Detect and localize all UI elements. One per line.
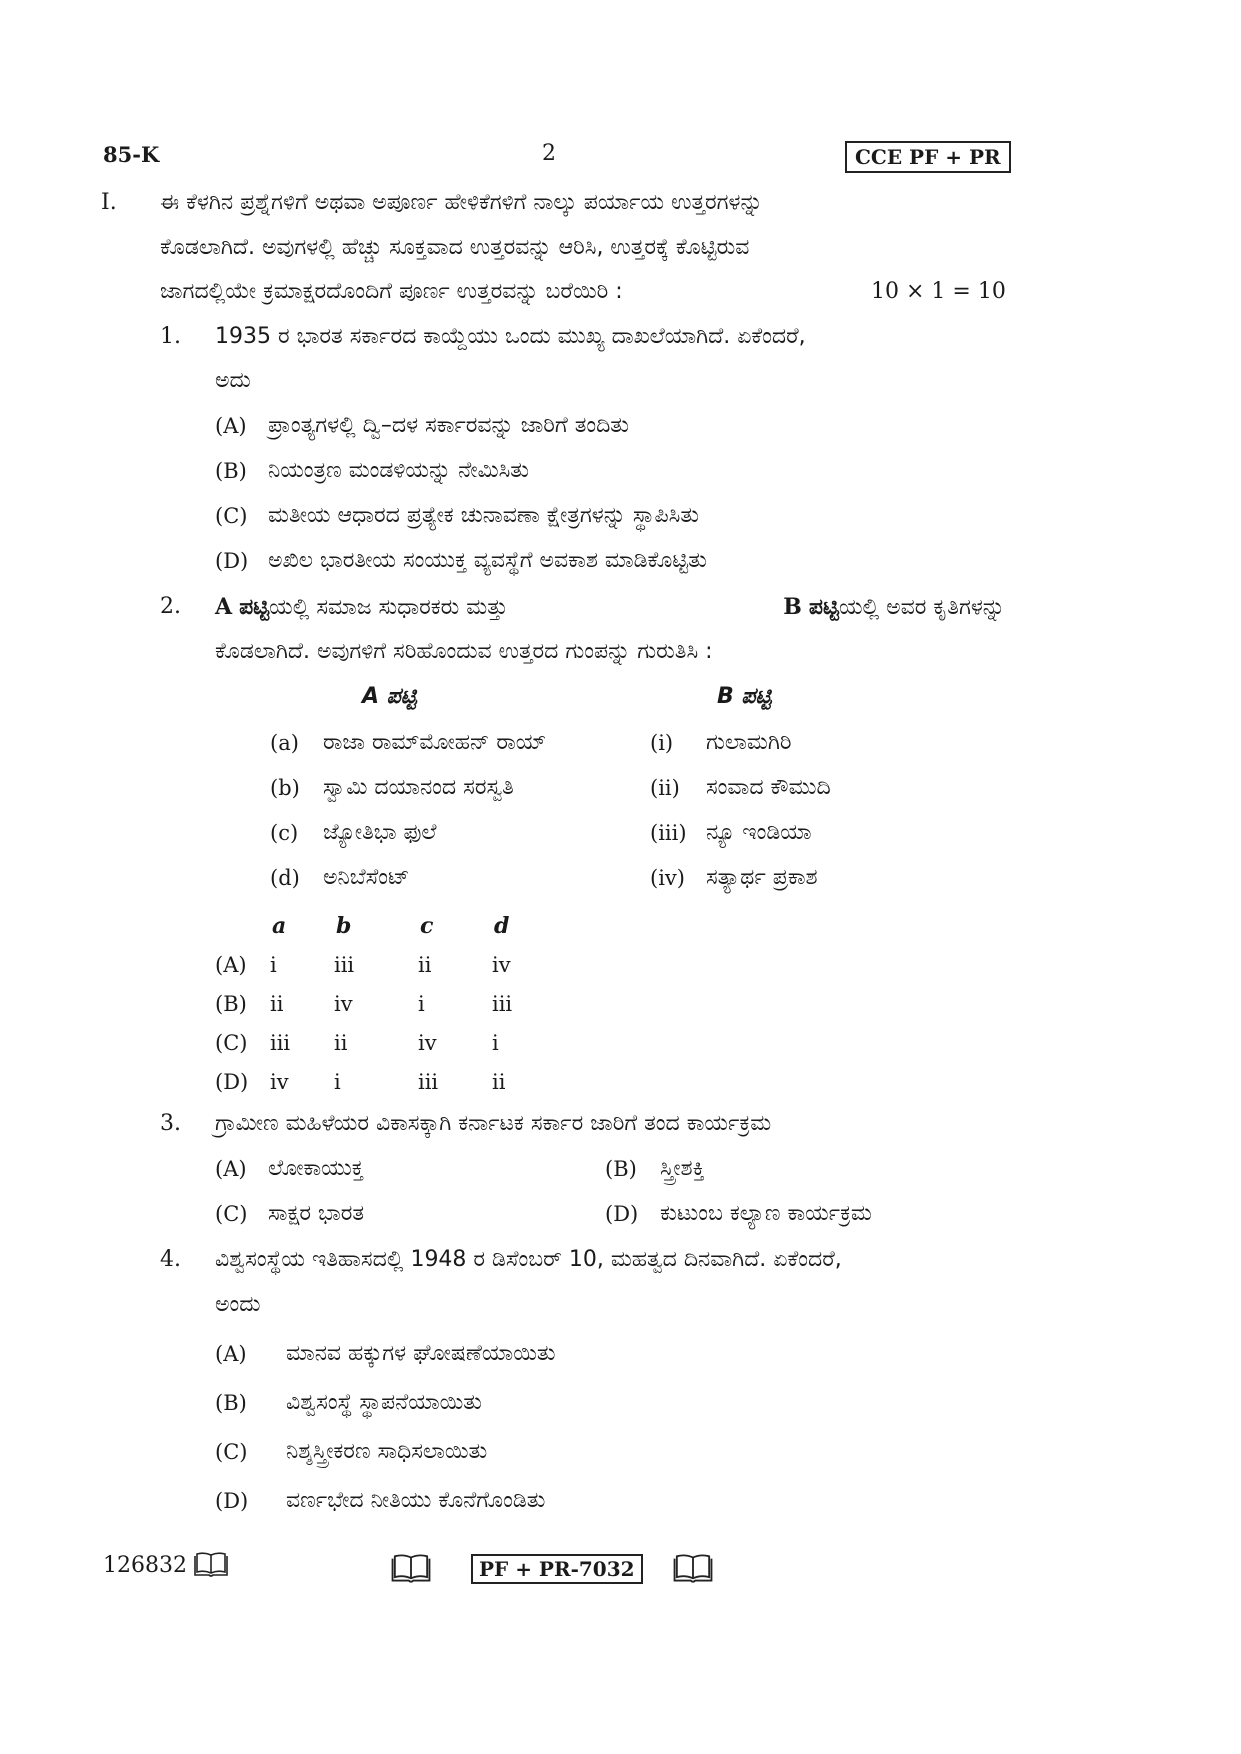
grid-cell: iv [492,953,511,977]
q3-option-text: ಸ್ತ್ರೀಶಕ್ತಿ [660,1156,705,1181]
grid-row-label: (B) [215,992,247,1016]
q3-option-label: (A) [215,1157,247,1181]
instruction-line-2: ಕೊಡಲಾಗಿದೆ. ಅವುಗಳಲ್ಲಿ ಹೆಚ್ಚು ಸೂಕ್ತವಾದ ಉತ್ತರವನ್ನು ಆರಿಸಿ, ಉತ್ತರಕ್ಕೆ ಕೊಟ್ಟಿರುವ [160,235,750,260]
q3-option-text: ಕುಟುಂಬ ಕಲ್ಯಾಣ ಕಾರ್ಯಕ್ರಮ [660,1201,872,1226]
section-marks: 10 × 1 = 10 [871,279,1006,304]
series-box: CCE PF + PR [845,141,1011,173]
grid-row-label: (C) [215,1031,248,1055]
q1-option-text: ಮತೀಯ ಆಧಾರದ ಪ್ರತ್ಯೇಕ ಚುನಾವಣಾ ಕ್ಷೇತ್ರಗಳನ್ನು ಸ್ಥಾಪಿಸಿತು [268,503,699,528]
q4-option-text: ಮಾನವ ಹಕ್ಕುಗಳ ಘೋಷಣೆಯಾಯಿತು [286,1341,556,1366]
q3-option-label: (B) [605,1157,637,1181]
page-number: 2 [542,141,556,166]
list-a-item: ಜ್ಯೋತಿಭಾ ಫುಲೆ [323,820,437,845]
grid-row-label: (A) [215,953,247,977]
list-a-label: (d) [270,866,300,890]
list-a-item: ಸ್ವಾಮಿ ದಯಾನಂದ ಸರಸ್ವತಿ [323,775,514,800]
grid-cell: ii [270,992,284,1016]
q1-option-text: ಅಖಿಲ ಭಾರತೀಯ ಸಂಯುಕ್ತ ವ್ಯವಸ್ಥೆಗೆ ಅವಕಾಶ ಮಾಡಿಕೊಟ್ಟಿತು [268,548,707,573]
grid-header-c: c [420,913,434,939]
list-b-heading: B ಪಟ್ಟಿ [717,684,772,709]
question-number-2: 2. [160,594,181,619]
grid-cell: iv [418,1031,437,1055]
q3-option-label: (C) [215,1202,248,1226]
list-b-label: (iv) [650,866,685,890]
q3-option-label: (D) [605,1202,639,1226]
list-a-label: (b) [270,776,300,800]
q4-option-text: ವರ್ಣಭೇದ ನೀತಿಯು ಕೊನೆಗೊಂಡಿತು [286,1488,546,1513]
open-book-icon [193,1552,229,1578]
list-b-item: ಸತ್ಯಾರ್ಥ ಪ್ರಕಾಶ [706,865,818,890]
q1-option-text: ನಿಯಂತ್ರಣ ಮಂಡಳಿಯನ್ನು ನೇಮಿಸಿತು [268,458,529,483]
footer-code-box: PF + PR-7032 [471,1554,643,1584]
question-4-text-line-1: ವಿಶ್ವಸಂಸ್ಥೆಯ ಇತಿಹಾಸದಲ್ಲಿ 1948 ರ ಡಿಸೆಂಬರ್ 10, ಮಹತ್ವದ ದಿನವಾಗಿದೆ. ಏಕೆಂದರೆ, [215,1247,842,1272]
list-a-item: ರಾಜಾ ರಾಮ್‌ಮೋಹನ್ ರಾಯ್ [323,730,547,755]
list-a-letter: A [215,594,233,620]
q1-option-label: (B) [215,459,247,483]
q4-option-label: (C) [215,1440,248,1464]
list-b-item: ನ್ಯೂ ಇಂಡಿಯಾ [706,820,812,845]
q2-phrase: ಯಲ್ಲಿ ಸಮಾಜ ಸುಧಾರಕರು ಮತ್ತು [269,595,508,620]
open-book-icon [671,1554,715,1584]
instruction-line-1: ಈ ಕೆಳಗಿನ ಪ್ರಶ್ನೆಗಳಿಗೆ ಅಥವಾ ಅಪೂರ್ಣ ಹೇಳಿಕೆಗಳಿಗೆ ನಾಲ್ಕು ಪರ್ಯಾಯ ಉತ್ತರಗಳನ್ನು [160,190,763,215]
grid-cell: iii [334,953,355,977]
q4-option-label: (D) [215,1489,249,1513]
paper-code: 85-K [103,142,160,167]
question-3-text: ಗ್ರಾಮೀಣ ಮಹಿಳೆಯರ ವಿಕಾಸಕ್ಕಾಗಿ ಕರ್ನಾಟಕ ಸರ್ಕಾರ ಜಾರಿಗೆ ತಂದ ಕಾರ್ಯಕ್ರಮ [215,1111,772,1136]
q1-option-label: (A) [215,414,247,438]
question-4-text-line-2: ಅಂದು [215,1292,261,1317]
footer-serial: 126832 [103,1553,187,1578]
grid-cell: i [418,992,425,1016]
list-a-item: ಅನಿಬೆಸೆಂಟ್ [323,865,410,890]
question-number-3: 3. [160,1111,181,1136]
list-b-label: (iii) [650,821,687,845]
grid-cell: ii [418,953,432,977]
q4-option-label: (B) [215,1391,247,1415]
q1-option-label: (C) [215,504,248,528]
grid-cell: i [334,1070,341,1094]
question-1-text-line-1: 1935 ರ ಭಾರತ ಸರ್ಕಾರದ ಕಾಯ್ದೆಯು ಒಂದು ಮುಖ್ಯ ದಾಖಲೆಯಾಗಿದೆ. ಏಕೆಂದರೆ, [215,324,806,349]
q1-option-text: ಪ್ರಾಂತ್ಯಗಳಲ್ಲಿ ದ್ವಿ–ದಳ ಸರ್ಕಾರವನ್ನು ಜಾರಿಗೆ ತಂದಿತು [268,413,629,438]
list-b-label: (ii) [650,776,680,800]
grid-cell: i [270,953,277,977]
q2-phrase: ಯಲ್ಲಿ ಅವರ ಕೃತಿಗಳನ್ನು [838,595,1005,620]
list-a-label: (c) [270,821,299,845]
list-word: ಪಟ್ಟಿ [239,595,270,620]
question-1-text-line-2: ಅದು [215,368,251,393]
grid-cell: i [492,1031,499,1055]
open-book-icon [389,1554,433,1584]
grid-row-label: (D) [215,1070,249,1094]
grid-cell: iii [492,992,513,1016]
q4-option-text: ನಿಶ್ಶಸ್ತ್ರೀಕರಣ ಸಾಧಿಸಲಾಯಿತು [286,1439,488,1464]
grid-header-a: a [272,913,287,939]
instruction-line-3: ಜಾಗದಲ್ಲಿಯೇ ಕ್ರಮಾಕ್ಷರದೊಂದಿಗೆ ಪೂರ್ಣ ಉತ್ತರವನ್ನು ಬರೆಯಿರಿ : [160,279,623,304]
grid-cell: iv [334,992,353,1016]
q1-option-label: (D) [215,549,249,573]
q3-option-text: ಸಾಕ್ಷರ ಭಾರತ [268,1201,365,1226]
question-number-1: 1. [160,324,181,349]
grid-cell: ii [334,1031,348,1055]
grid-cell: iv [270,1070,289,1094]
question-2-text-line-2: ಕೊಡಲಾಗಿದೆ. ಅವುಗಳಿಗೆ ಸರಿಹೊಂದುವ ಉತ್ತರದ ಗುಂಪನ್ನು ಗುರುತಿಸಿ : [215,639,713,664]
grid-header-b: b [336,913,352,939]
q4-option-text: ವಿಶ್ವಸಂಸ್ಥೆ ಸ್ಥಾಪನೆಯಾಯಿತು [286,1390,482,1415]
section-number: I. [101,190,117,215]
grid-header-d: d [494,913,510,939]
question-number-4: 4. [160,1247,181,1272]
question-2-text-line-1 [215,594,1005,620]
list-word: ಪಟ್ಟಿ [808,595,839,620]
grid-cell: iii [418,1070,439,1094]
q4-option-label: (A) [215,1342,247,1366]
q3-option-text: ಲೋಕಾಯುಕ್ತ [268,1156,364,1181]
list-b-item: ಸಂವಾದ ಕೌಮುದಿ [706,775,831,800]
list-b-letter: B [783,594,802,620]
list-b-item: ಗುಲಾಮಗಿರಿ [706,730,792,755]
list-a-heading: A ಪಟ್ಟಿ [362,684,417,709]
list-a-label: (a) [270,731,299,755]
list-b-label: (i) [650,731,674,755]
grid-cell: ii [492,1070,506,1094]
grid-cell: iii [270,1031,291,1055]
